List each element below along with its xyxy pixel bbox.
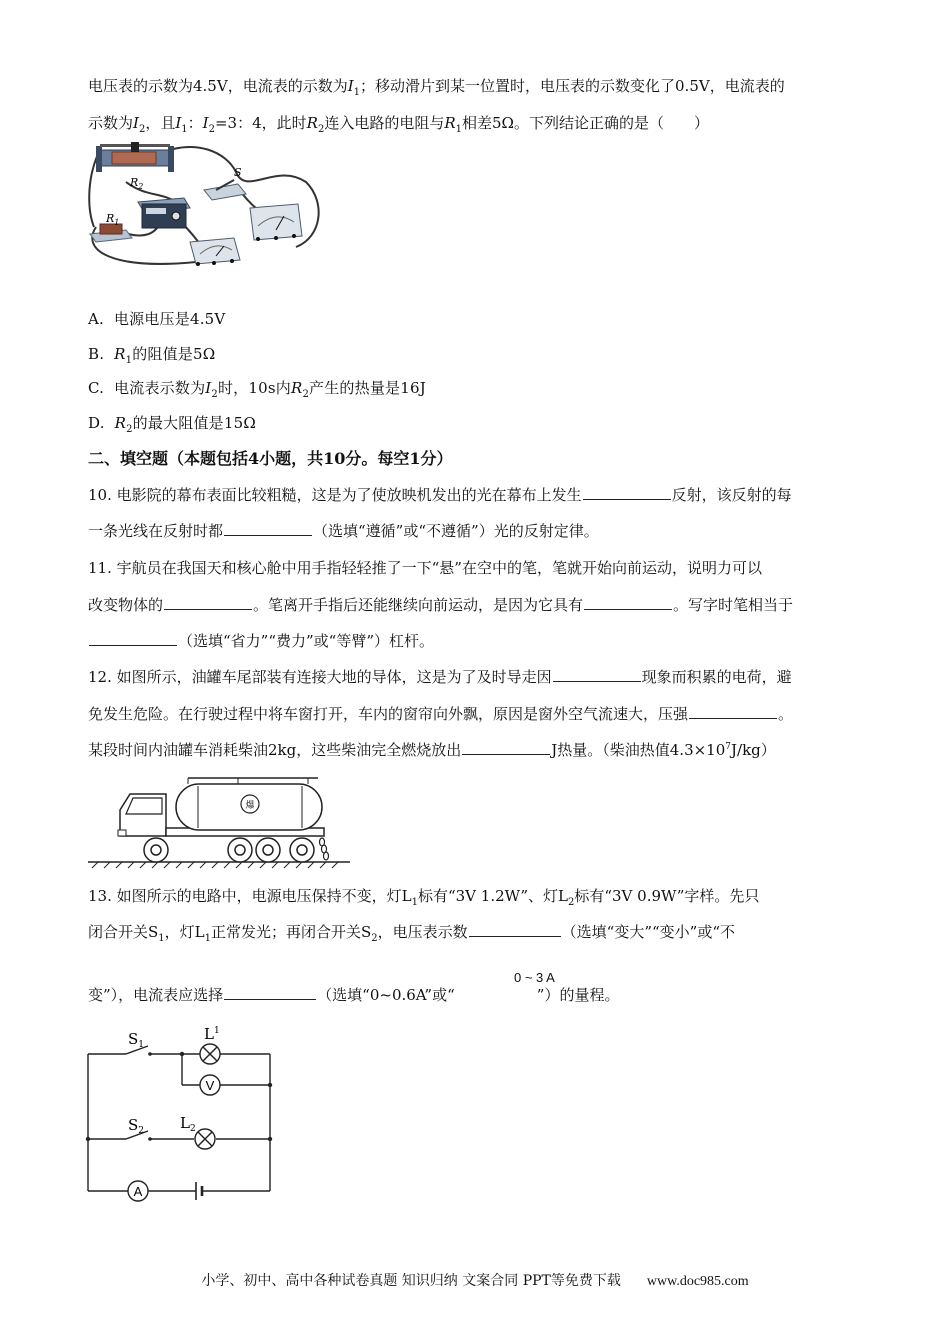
q9-line-2: 示数为$I_2$，且$I_1$：$I_2=3$：4，此时$R_2$连入电路的电阻与$R_1$相差5Ω。下列结论正确的是（ ） <box>88 114 709 135</box>
switch-s <box>204 180 246 200</box>
label-l2: $L_2$ <box>180 1114 196 1134</box>
power-supply <box>138 198 190 228</box>
q10-line-2: 一条光线在反射时都 （选填“遵循”或“不遵循”）光的反射定律。 <box>88 522 599 540</box>
label-s: S <box>234 166 242 179</box>
q13-blank-2[interactable] <box>224 985 316 1000</box>
q13-circuit-diagram <box>86 1024 286 1204</box>
q12-tanker-truck-figure <box>88 770 358 870</box>
q11-blank-1[interactable] <box>164 595 252 610</box>
q13-blank-1[interactable] <box>469 922 561 937</box>
q10-blank-2[interactable] <box>224 521 312 536</box>
q12-blank-2[interactable] <box>689 704 777 719</box>
q12-line-3: 某段时间内油罐车消耗柴油2kg，这些柴油完全燃烧放出 J热量。（柴油热值$4.3\times 10^7J/kg$） <box>88 741 776 759</box>
q11-line-3: （选填“省力”“费力”或“等臂”）杠杆。 <box>88 631 868 651</box>
q11-blank-2[interactable] <box>584 595 672 610</box>
grounding-chain <box>320 838 329 860</box>
option-c: C. 电流表示数为$I_2$时，10s内$R_2$产生的热量是16J <box>88 379 426 400</box>
svg-text:A: A <box>133 1184 143 1199</box>
q12-blank-1[interactable] <box>553 667 641 682</box>
q11-blank-3[interactable] <box>89 631 177 646</box>
option-d: D. $R_2$的最大阻值是15Ω <box>88 414 256 435</box>
q9-line-1: 电压表的示数为4.5V，电流表的示数为$I_1$；移动滑片到某一位置时，电压表的示数变化了0.5V，电流表的 <box>88 77 785 98</box>
label-r1: $R_1$ <box>106 212 120 227</box>
rheostat-r2 <box>96 142 174 172</box>
q12-blank-3[interactable] <box>462 740 550 755</box>
page-footer <box>0 1270 950 1290</box>
battery-symbol <box>196 1182 202 1200</box>
label-s1: $S_1$ <box>128 1030 145 1050</box>
resistor-r1 <box>90 224 132 242</box>
q13-line-2: 闭合开关$S_1$，灯$L_1$正常发光；再闭合开关$S_2$，电压表示数 （选填“变大”“变小”或“不 <box>88 923 736 944</box>
q13-line-1: 13. 如图所示的电路中，电源电压保持不变，灯$L_1$标有“3V 1.2W”、灯$L_2$标有“3V 0.9W”字样。先只 <box>88 887 760 908</box>
label-r2: $R_2$ <box>130 176 144 191</box>
q10-line-1: 10. 电影院的幕布表面比较粗糙，这是为了使放映机发出的光在幕布上发生 反射，该反射的每 <box>88 486 792 504</box>
q9-apparatus-figure <box>86 142 326 277</box>
tank-warning-label: 爆 <box>245 801 255 811</box>
q11-line-1: 11. 宇航员在我国天和核心舱中用手指轻轻推了一下“悬”在空中的笔，笔就开始向前运动，说明力可以 <box>88 559 762 577</box>
voltmeter-symbol <box>200 1075 220 1095</box>
svg-text:V: V <box>205 1078 215 1093</box>
q13-line-3: 变”），电流表应选择 （选填“0~0.6A”或“ ”）的量程。 <box>88 986 620 1004</box>
q12-line-2: 免发生危险。在行驶过程中将车窗打开，车内的窗帘向外飘，原因是窗外空气流速大，压强 。 <box>88 705 794 723</box>
ammeter-symbol <box>128 1181 148 1201</box>
q13-range-0-3a: 0 ~ 3 A <box>514 970 555 985</box>
lamp-l1 <box>200 1044 220 1064</box>
q11-line-2: 改变物体的 。笔离开手指后还能继续向前运动，是因为它具有 。写字时笔相当于 <box>88 596 794 614</box>
q10-blank-1[interactable] <box>583 485 671 500</box>
lamp-l2 <box>195 1129 215 1149</box>
footer-text: 小学、初中、高中各种试卷真题 知识归纳 文案合同 PPT等免费下载 <box>201 1273 621 1289</box>
truck-wheels <box>144 838 314 862</box>
option-b: B. $R_1$的阻值是5Ω <box>88 345 216 366</box>
section-2-heading: 二、填空题（本题包括4小题，共10分。每空1分） <box>88 449 453 468</box>
option-a: A. 电源电压是4.5V <box>88 310 226 328</box>
label-l1: $L^1$ <box>204 1025 220 1043</box>
q12-line-1: 12. 如图所示，油罐车尾部装有连接大地的导体，这是为了及时导走因 现象而积累的电荷，避 <box>88 668 792 686</box>
footer-url[interactable]: www.doc985.com <box>646 1274 749 1289</box>
ammeter-device <box>190 238 240 266</box>
voltmeter-device <box>250 204 302 241</box>
label-s2: $S_2$ <box>128 1116 145 1136</box>
